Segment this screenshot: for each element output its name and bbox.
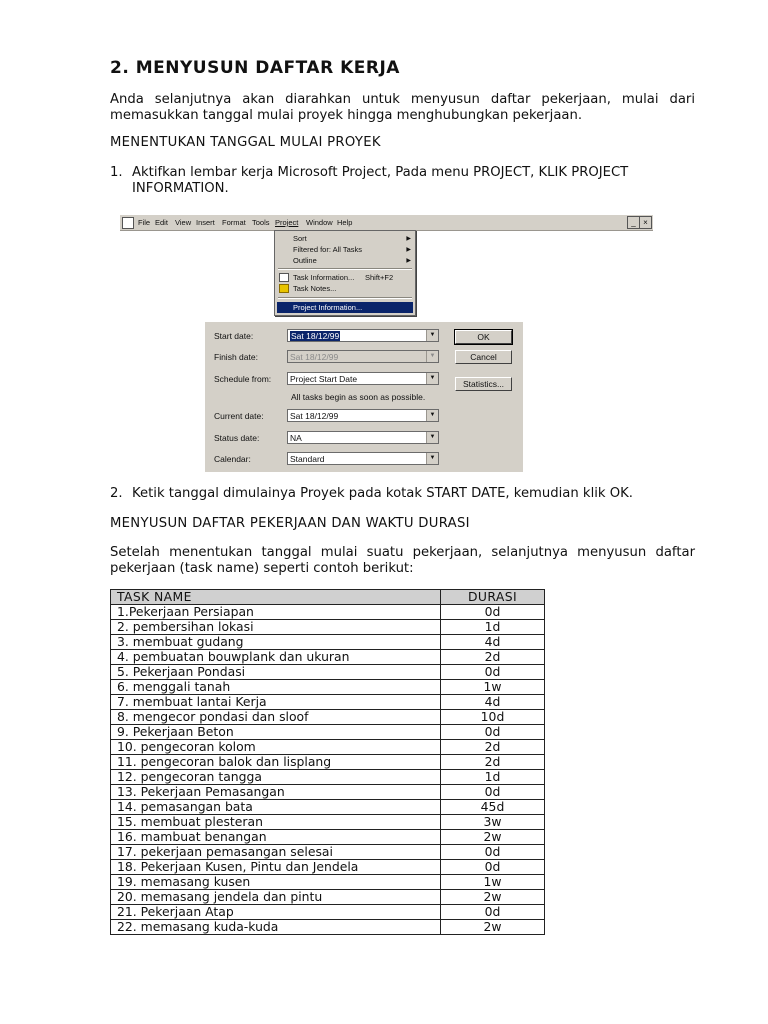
header-task-name: TASK NAME [111,590,441,605]
start-date-field[interactable] [287,329,439,342]
ok-button[interactable]: OK [455,330,512,344]
dropdown-arrow-icon[interactable]: ▼ [426,432,438,443]
table-row [111,785,545,800]
task-name-cell: 6. menggali tanah [111,680,441,695]
durasi-cell: 2w [441,830,545,845]
menu-insert[interactable]: Insert [196,218,215,227]
task-name-cell: 5. Pekerjaan Pondasi [111,665,441,680]
durasi-cell: 2d [441,650,545,665]
task-name-cell: 13. Pekerjaan Pemasangan [111,785,441,800]
step-2-text: Ketik tanggal dimulainya Proyek pada kotak START DATE, kemudian klik OK. [132,486,633,501]
durasi-cell: 0d [441,665,545,680]
durasi-cell: 10d [441,710,545,725]
finish-date-value: Sat 18/12/99 [290,352,339,362]
finish-date-field [287,350,439,363]
menu-view[interactable]: View [175,218,192,227]
task-name-cell: 7. membuat lantai Kerja [111,695,441,710]
task-name-cell: 12. pengecoran tangga [111,770,441,785]
menu-file[interactable]: File [138,218,151,227]
menu-window[interactable]: Window [306,218,333,227]
step-1-number: 1. [110,165,123,180]
schedule-from-value: Project Start Date [290,374,358,384]
step-1 [110,165,695,197]
calendar-value: Standard [290,454,325,464]
table-row [111,695,545,710]
dropdown-arrow-icon[interactable]: ▼ [426,410,438,421]
menu-item-filtered[interactable]: Filtered for: All Tasks [293,245,363,254]
task-name-cell: 8. mengecor pondasi dan sloof [111,710,441,725]
start-date-label: Start date: [214,331,254,341]
durasi-cell: 1d [441,770,545,785]
calendar-select[interactable] [287,452,439,465]
durasi-cell: 4d [441,695,545,710]
menu-item-project-information[interactable] [277,302,413,313]
task-name-cell: 16. mambuat benangan [111,830,441,845]
table-row [111,875,545,890]
task-name-cell: 9. Pekerjaan Beton [111,725,441,740]
durasi-cell: 0d [441,785,545,800]
durasi-cell: 1d [441,620,545,635]
minimize-button[interactable]: _ [627,216,640,229]
dropdown-arrow-icon[interactable]: ▼ [426,330,438,341]
task-name-cell: 17. pekerjaan pemasangan selesai [111,845,441,860]
durasi-cell: 0d [441,605,545,620]
table-row [111,665,545,680]
durasi-cell: 0d [441,845,545,860]
durasi-cell: 0d [441,905,545,920]
table-header-row [111,590,545,605]
finish-date-label: Finish date: [214,352,258,362]
close-button[interactable]: × [639,216,652,229]
menu-separator [278,268,412,270]
task-table [110,589,545,935]
table-row [111,830,545,845]
dropdown-arrow-icon: ▼ [426,351,438,362]
table-row [111,650,545,665]
task-info-icon [279,273,289,282]
task-name-cell: 4. pembuatan bouwplank dan ukuran [111,650,441,665]
submenu-arrow-icon: ▶ [406,258,411,264]
table-row [111,860,545,875]
current-date-label: Current date: [214,411,264,421]
durasi-cell: 4d [441,635,545,650]
menu-item-task-notes[interactable]: Task Notes... [293,284,337,293]
step-2-number: 2. [110,486,123,501]
table-row [111,920,545,935]
task-name-cell: 11. pengecoran balok dan lisplang [111,755,441,770]
durasi-cell: 1w [441,680,545,695]
dropdown-arrow-icon[interactable]: ▼ [426,373,438,384]
status-date-field[interactable] [287,431,439,444]
durasi-cell: 2d [441,755,545,770]
table-row [111,725,545,740]
table-row [111,605,545,620]
current-date-value: Sat 18/12/99 [290,411,339,421]
project-menu-dropdown [274,230,416,316]
durasi-cell: 2w [441,920,545,935]
durasi-cell: 3w [441,815,545,830]
task-name-cell: 3. membuat gudang [111,635,441,650]
task-name-cell: 10. pengecoran kolom [111,740,441,755]
schedule-note: All tasks begin as soon as possible. [291,392,426,402]
durasi-cell: 0d [441,860,545,875]
intro-paragraph: Anda selanjutnya akan diarahkan untuk menyusun daftar pekerjaan, mulai dari memasukkan tanggal mulai proyek hingga menghubungkan pekerjaan. [110,92,695,123]
menu-item-sort[interactable]: Sort [293,234,307,243]
table-row [111,680,545,695]
task-notes-icon [279,284,289,293]
section-title-start-date: MENENTUKAN TANGGAL MULAI PROYEK [110,135,381,150]
task-list-paragraph: Setelah menentukan tanggal mulai suatu pekerjaan, selanjutnya menyusun daftar pekerjaan (task name) seperti contoh berikut: [110,545,695,576]
table-row [111,905,545,920]
project-information-label: Project Information... [293,303,363,312]
table-row [111,740,545,755]
table-row [111,620,545,635]
task-name-cell: 20. memasang jendela dan pintu [111,890,441,905]
table-row [111,845,545,860]
durasi-cell: 0d [441,725,545,740]
dropdown-arrow-icon[interactable]: ▼ [426,453,438,464]
task-name-cell: 19. memasang kusen [111,875,441,890]
statistics-button[interactable]: Statistics... [455,377,512,391]
menu-format[interactable]: Format [222,218,246,227]
msproject-menubar [120,215,653,231]
menu-separator [278,297,412,299]
task-name-cell: 22. memasang kuda-kuda [111,920,441,935]
task-name-cell: 18. Pekerjaan Kusen, Pintu dan Jendela [111,860,441,875]
durasi-cell: 1w [441,875,545,890]
project-information-dialog [205,322,523,472]
task-name-cell: 14. pemasangan bata [111,800,441,815]
submenu-arrow-icon: ▶ [406,236,411,242]
submenu-arrow-icon: ▶ [406,247,411,253]
menu-edit[interactable]: Edit [155,218,168,227]
task-name-cell: 15. membuat plesteran [111,815,441,830]
start-date-value: Sat 18/12/99 [291,331,340,341]
page-title: 2. MENYUSUN DAFTAR KERJA [110,58,400,78]
step-1-text: Aktifkan lembar kerja Microsoft Project, Pada menu PROJECT, KLIK PROJECT INFORMATION. [132,165,629,196]
table-row [111,755,545,770]
table-row [111,800,545,815]
task-name-cell: 2. pembersihan lokasi [111,620,441,635]
calendar-label: Calendar: [214,454,251,464]
task-name-cell: 1.Pekerjaan Persiapan [111,605,441,620]
menu-item-task-information[interactable]: Task Information... [293,273,355,282]
table-row [111,815,545,830]
document-icon [122,217,134,229]
table-row [111,635,545,650]
status-date-value: NA [290,433,302,443]
menu-tools[interactable]: Tools [252,218,270,227]
table-row [111,770,545,785]
table-row [111,710,545,725]
table-row [111,890,545,905]
menu-project[interactable]: Project [275,218,299,227]
durasi-cell: 45d [441,800,545,815]
task-name-cell: 21. Pekerjaan Atap [111,905,441,920]
schedule-from-select[interactable] [287,372,439,385]
task-info-shortcut: Shift+F2 [365,273,394,282]
menu-item-outline[interactable]: Outline [293,256,317,265]
schedule-from-label: Schedule from: [214,374,272,384]
cancel-button[interactable]: Cancel [455,350,512,364]
section-title-task-list: MENYUSUN DAFTAR PEKERJAAN DAN WAKTU DURASI [110,516,470,531]
durasi-cell: 2d [441,740,545,755]
step-2 [110,486,695,502]
durasi-cell: 2w [441,890,545,905]
current-date-field[interactable] [287,409,439,422]
header-durasi: DURASI [441,590,545,605]
status-date-label: Status date: [214,433,260,443]
menu-help[interactable]: Help [337,218,353,227]
